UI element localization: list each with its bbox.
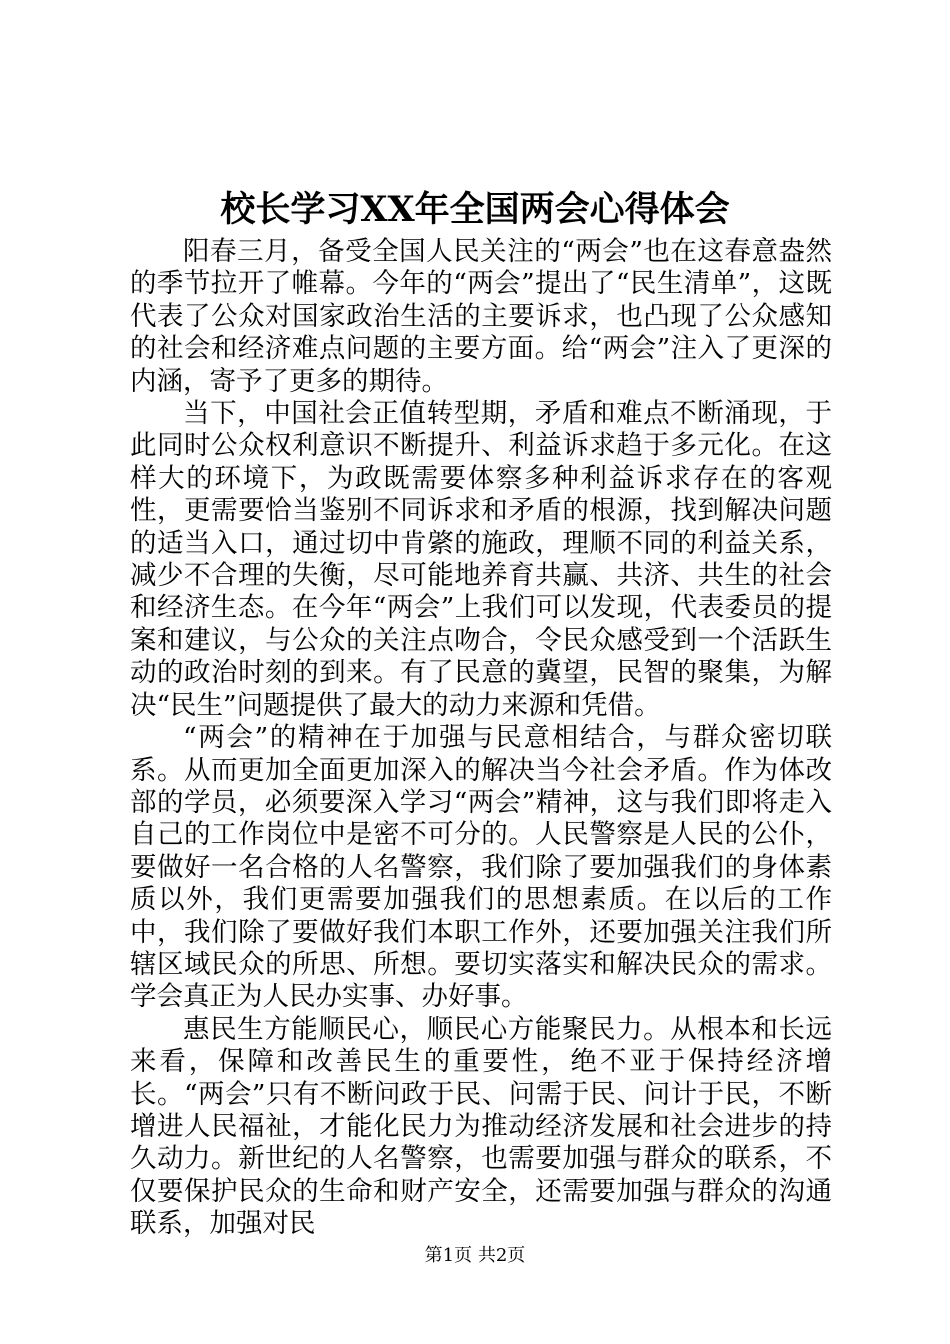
document-title: 校长学习XX年全国两会心得体会 <box>220 189 730 230</box>
paragraph-3: “两会”的精神在于加强与民意相结合，与群众密切联系。从而更加全面更加深入的解决当今社会矛盾。作为体改部的学员，必须要深入学习“两会”精神，这与我们即将走入自己的工作岗位中是密不可分的。人民警察是人民的公仆，要做好一名合格的人名警察，我们除了要加强我们的身体素质以外，我们更需要加强我们的思想素质。在以后的工作中，我们除了要做好我们本职工作外，还要加强关注我们所辖区域民众的所思、所想。要切实落实和解决民众的需求。学会真正为人民办实事、办好事。 <box>130 722 832 1013</box>
document-body <box>130 236 832 1241</box>
page-footer: 第1页 共2页 <box>424 1245 526 1266</box>
paragraph-4: 惠民生方能顺民心，顺民心方能聚民力。从根本和长远来看，保障和改善民生的重要性，绝不亚于保持经济增长。“两会”只有不断问政于民、问需于民、问计于民，不断增进人民福祉，才能化民力为推动经济发展和社会进步的持久动力。新世纪的人名警察，也需要加强与群众的联系，不仅要保护民众的生命和财产安全，还需要加强与群众的沟通联系，加强对民 <box>130 1013 832 1240</box>
paragraph-2: 当下，中国社会正值转型期，矛盾和难点不断涌现，于此同时公众权利意识不断提升、利益诉求趋于多元化。在这样大的环境下，为政既需要体察多种利益诉求存在的客观性，更需要恰当鉴别不同诉求和矛盾的根源，找到解决问题的适当入口，通过切中肯綮的施政，理顺不同的利益关系，减少不合理的失衡，尽可能地养育共赢、共济、共生的社会和经济生态。在今年“两会”上我们可以发现，代表委员的提案和建议，与公众的关注点吻合，令民众感受到一个活跃生动的政治时刻的到来。有了民意的冀望，民智的聚集，为解决“民生”问题提供了最大的动力来源和凭借。 <box>130 398 832 721</box>
paragraph-1: 阳春三月，备受全国人民关注的“两会”也在这春意盎然的季节拉开了帷幕。今年的“两会”提出了“民生清单”，这既代表了公众对国家政治生活的主要诉求，也凸现了公众感知的社会和经济难点问题的主要方面。给“两会”注入了更深的内涵，寄予了更多的期待。 <box>130 236 832 397</box>
